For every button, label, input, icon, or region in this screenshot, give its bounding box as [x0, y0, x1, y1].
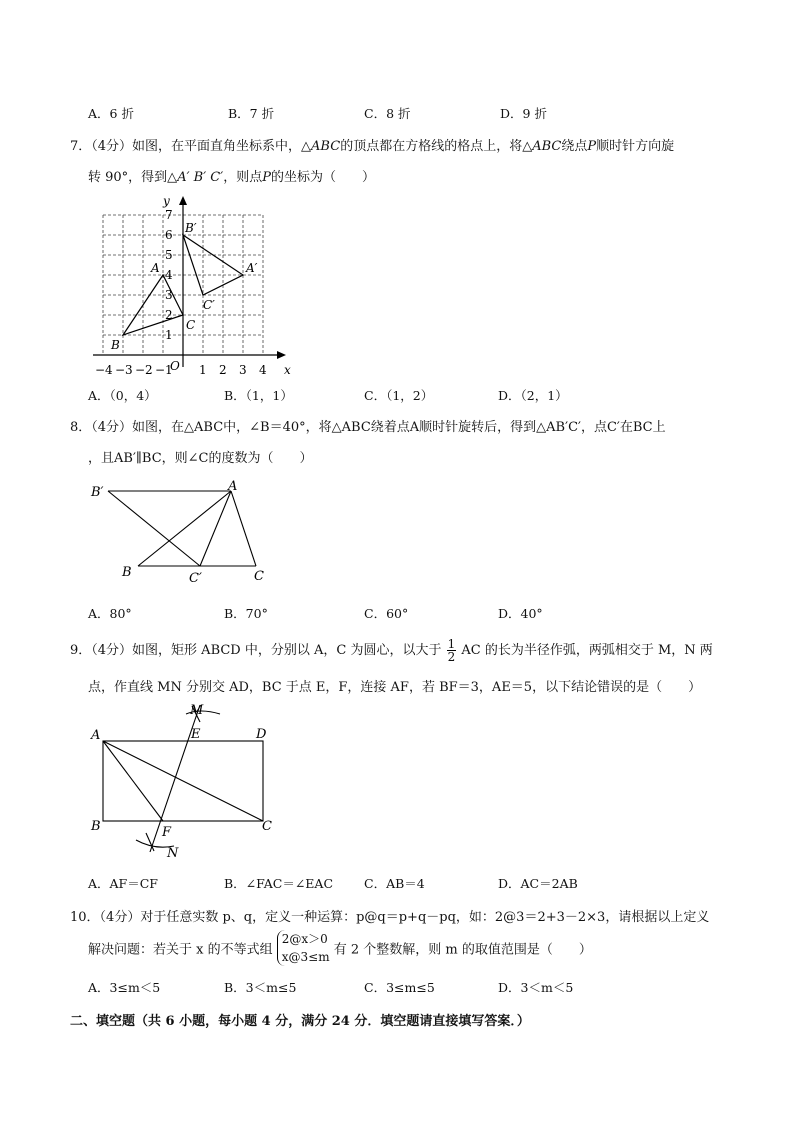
q9-point-b: B: [91, 819, 101, 834]
q9-stem-line2: 点，作直线 MN 分别交 AD，BC 于点 E，F，连接 AF，若 BF＝3，AE＝5，以下结论错误的是（ ）: [88, 680, 702, 695]
q6-option-a: A．6 折: [88, 106, 134, 121]
q9-point-e: E: [191, 727, 201, 742]
q10-option-b: B．3＜m≤5: [224, 980, 297, 995]
q7-x-label: x: [284, 363, 291, 377]
q7-xtick: −3: [115, 363, 133, 377]
q9-stem-line1: 9．（4分）如图，矩形 ABCD 中，分别以 A，C 为圆心，以大于 $\frac{1}{2}$ AC 的长为半径作弧，两弧相交于 M，N 两: [70, 637, 713, 664]
q9-point-n: N: [167, 846, 179, 861]
q10-stem-line1: 10．（4分）对于任意实数 p、q，定义一种运算：p@q＝p+q－pq，如：2@3＝2+3－2×3，请根据以上定义: [70, 910, 710, 925]
q10-option-d: D．3＜m＜5: [498, 980, 574, 995]
q8-option-d: D．40°: [498, 606, 543, 621]
q7-option-a: A．（0，4）: [88, 388, 157, 403]
q9-rectangle-figure: [88, 700, 288, 860]
q7-point-c: C: [186, 318, 196, 332]
q6-option-b: B．7 折: [228, 106, 275, 121]
q7-ytick: 5: [165, 248, 173, 262]
q7-xtick: −4: [95, 363, 113, 377]
q7-ytick: 6: [165, 228, 173, 242]
q8-stem-line1: 8．（4分）如图，在△ABC中，∠B＝40°，将△ABC绕着点A顺时针旋转后，得到△AB′C′，点C′在BC上: [70, 420, 666, 435]
q7-point-a1: A′: [246, 261, 258, 275]
q7-option-d: D．（2，1）: [498, 388, 568, 403]
q10-inequality-system: 2@x＞0 x@3≤m: [277, 930, 330, 966]
q7-ytick: 4: [165, 268, 173, 282]
q9-point-a: A: [91, 728, 101, 743]
q9-point-c: C: [262, 819, 272, 834]
q7-option-c: C．（1，2）: [364, 388, 434, 403]
q7-point-b: B: [111, 338, 120, 352]
q10-option-a: A．3≤m＜5: [88, 980, 161, 995]
q9-option-c: C．AB＝4: [364, 876, 425, 891]
q7-xtick: 1: [199, 363, 207, 377]
q7-ytick: 3: [165, 288, 173, 302]
q8-triangle-figure: [88, 478, 288, 588]
q8-stem-line2: ，且AB′∥BC，则∠C的度数为（ ）: [88, 451, 313, 466]
q7-point-b1: B′: [185, 221, 197, 235]
q9-point-m: M: [190, 703, 204, 718]
q8-point-b1: B′: [91, 485, 104, 500]
q7-y-label: y: [163, 194, 170, 208]
q10-option-c: C．3≤m≤5: [364, 980, 435, 995]
q7-ytick: 2: [165, 308, 173, 322]
q7-stem-line2: 转 90°，得到△A′ B′ C′，则点P的坐标为（ ）: [88, 170, 375, 185]
q8-point-a: A: [228, 479, 238, 494]
q7-ytick: 1: [165, 328, 173, 342]
q8-point-c: C: [254, 569, 264, 584]
section2-heading: 二、填空题（共 6 小题，每小题 4 分，满分 24 分．填空题请直接填写答案．）: [70, 1014, 530, 1029]
q7-xtick: 4: [259, 363, 267, 377]
q8-option-b: B．70°: [224, 606, 268, 621]
q8-option-c: C．60°: [364, 606, 409, 621]
q7-option-b: B．（1，1）: [224, 388, 293, 403]
q7-stem-line1: 7．（4分）如图，在平面直角坐标系中，△ABC的顶点都在方格线的格点上，将△ABC绕点P顺时针方向旋: [70, 139, 675, 154]
q8-option-a: A．80°: [88, 606, 132, 621]
q8-point-c1: C′: [189, 571, 202, 586]
q9-option-d: D．AC＝2AB: [498, 876, 578, 891]
q6-option-d: D．9 折: [500, 106, 547, 121]
q7-origin-label: O: [170, 359, 180, 373]
q9-fraction: $\frac{1}{2}$: [447, 637, 456, 664]
q10-stem-line2: 解决问题：若关于 x 的不等式组 2@x＞0 x@3≤m 有 2 个整数解，则 m 的取值范围是（ ）: [88, 932, 592, 964]
q7-point-a: A: [151, 261, 160, 275]
q9-point-d: D: [256, 727, 267, 742]
q9-option-b: B．∠FAC＝∠EAC: [224, 876, 334, 891]
q7-xtick: −2: [135, 363, 153, 377]
q7-xtick: −1: [155, 363, 173, 377]
q7-ytick: 7: [165, 208, 173, 222]
q8-point-b: B: [122, 565, 132, 580]
q7-coordinate-figure: [88, 192, 298, 382]
q6-option-c: C．8 折: [364, 106, 411, 121]
q9-point-f: F: [162, 825, 172, 840]
q9-option-a: A．AF＝CF: [88, 876, 158, 891]
q7-xtick: 2: [219, 363, 227, 377]
q7-point-c1: C′: [203, 298, 215, 312]
q7-xtick: 3: [239, 363, 247, 377]
